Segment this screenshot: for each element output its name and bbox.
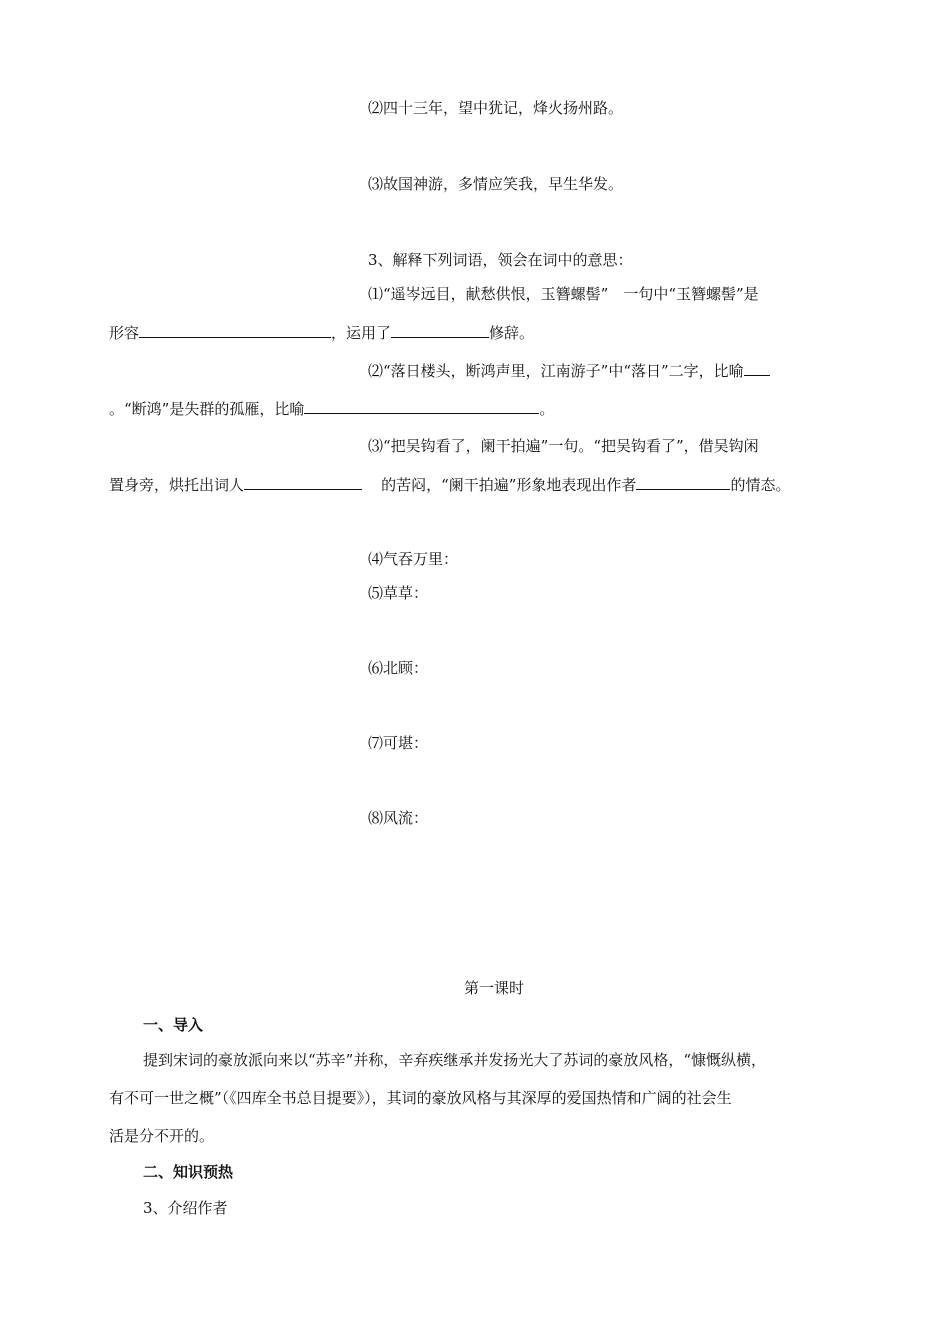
question-2-text-a: ⑵“落日楼头，断鸿声里，江南游子”中“落日”二字，比喻: [368, 362, 744, 380]
question-2-line-1: [368, 360, 770, 381]
section-3-heading: 3、解释下列词语，领会在词中的意思：: [368, 251, 633, 269]
question-1-text-b: ，运用了: [331, 324, 392, 342]
section-heading-intro: 一、导入: [143, 1016, 204, 1034]
item-2-quote: ⑵四十三年，望中犹记，烽火扬州路。: [368, 99, 624, 117]
item-3-quote: ⑶故国神游，多情应笑我，早生华发。: [368, 175, 624, 193]
question-3-text-a: 置身旁，烘托出词人: [109, 476, 245, 494]
question-2-line-2: [109, 398, 554, 419]
question-3-line-1: ⑶“把吴钩看了，阑干拍遍”一句。“把吴钩看了”，借吴钩闲: [368, 437, 759, 455]
term-6: ⑹北顾：: [368, 659, 429, 677]
answer-blank[interactable]: [391, 322, 489, 338]
answer-blank[interactable]: [139, 322, 331, 338]
question-3-line-2: [109, 474, 790, 495]
lesson-title: 第一课时: [463, 979, 524, 997]
question-1-text-a: 形容: [109, 324, 140, 342]
question-2-text-c: 。: [539, 400, 555, 418]
question-1-line-1: ⑴“遥岑远目，献愁供恨，玉簪螺髻” 一句中“玉簪螺髻”是: [368, 285, 759, 303]
question-2-text-b: 。“断鸿”是失群的孤雁，比喻: [109, 400, 305, 418]
question-1-line-2: [109, 322, 534, 343]
term-7: ⑺可堪：: [368, 734, 429, 752]
answer-blank[interactable]: [636, 474, 730, 490]
subheading-author: 3、介绍作者: [143, 1199, 228, 1217]
term-5: ⑸草草：: [368, 584, 429, 602]
intro-paragraph-line-2: 有不可一世之概”（《四库全书总目提要》），其词的豪放风格与其深厚的爱国热情和广阔的社会生: [109, 1089, 732, 1107]
question-3-text-c: 的情态。: [730, 476, 791, 494]
intro-paragraph-line-1: 提到宋词的豪放派向来以“苏辛”并称，辛弃疾继承并发扬光大了苏词的豪放风格，“慷慨纵横，: [143, 1051, 767, 1069]
term-8: ⑻风流：: [368, 809, 429, 827]
answer-blank[interactable]: [304, 398, 539, 414]
question-1-text-c: 修辞。: [489, 324, 535, 342]
answer-blank[interactable]: [244, 474, 362, 490]
term-4: ⑷气吞万里：: [368, 550, 459, 568]
section-heading-knowledge: 二、知识预热: [143, 1163, 234, 1181]
question-3-text-b: 的苦闷，“阑干拍遍”形象地表现出作者: [381, 476, 637, 494]
answer-blank[interactable]: [744, 360, 770, 376]
intro-paragraph-line-3: 活是分不开的。: [109, 1127, 215, 1145]
